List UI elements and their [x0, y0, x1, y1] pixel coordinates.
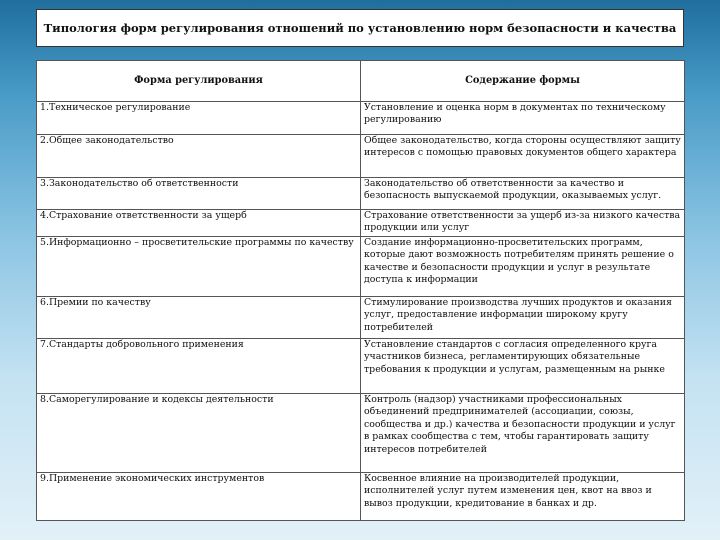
- table-row: [37, 237, 685, 297]
- column-header-content: Содержание формы: [361, 61, 685, 102]
- content-cell: Косвенное влияние на производителей продукции, исполнителей услуг путем изменения цен, квот на ввоз и вывоз продукции, кредитование в банках и др.: [361, 473, 685, 521]
- content-cell: Установление и оценка норм в документах по техническому регулированию: [361, 102, 685, 135]
- form-cell: 7.Стандарты добровольного применения: [37, 339, 361, 394]
- table-row: [37, 339, 685, 394]
- content-cell: Создание информационно-просветительских программ, которые дают возможность потребителям принять решение о качестве и безопасности продукции и услуг в результате доступа к информации: [361, 237, 685, 297]
- content-cell: Стимулирование производства лучших продуктов и оказания услуг, предоставление информации широкому кругу потребителей: [361, 297, 685, 339]
- table-row: [37, 473, 685, 521]
- content-cell: Общее законодательство, когда стороны осуществляют защиту интересов с помощью правовых документов общего характера: [361, 135, 685, 178]
- form-cell: 5.Информационно – просветительские программы по качеству: [37, 237, 361, 297]
- table-header-row: [37, 61, 685, 102]
- content-cell: Законодательство об ответственности за качество и безопасность выпускаемой продукции, оказываемых услуг.: [361, 178, 685, 210]
- content-cell: Контроль (надзор) участниками профессиональных объединений предпринимателей (ассоциации, союзы, сообщества и др.) качества и безопасности продукции и услуг в рамках сообщества с тем, чтобы гарантировать защиту интересов потребителей: [361, 394, 685, 473]
- form-cell: 8.Саморегулирование и кодексы деятельности: [37, 394, 361, 473]
- column-header-form: Форма регулирования: [37, 61, 361, 102]
- table-row: [37, 210, 685, 237]
- form-cell: 4.Страхование ответственности за ущерб: [37, 210, 361, 237]
- form-cell: 1.Техническое регулирование: [37, 102, 361, 135]
- typology-table: [36, 60, 685, 521]
- page-title: Типология форм регулирования отношений по установлению норм безопасности и качества: [36, 9, 684, 47]
- table-row: [37, 297, 685, 339]
- content-cell: Установление стандартов с согласия определенного круга участников бизнеса, регламентирующих обязательные требования к продукции и услугам, размещенным на рынке: [361, 339, 685, 394]
- table-row: [37, 394, 685, 473]
- form-cell: 6.Премии по качеству: [37, 297, 361, 339]
- table-row: [37, 102, 685, 135]
- form-cell: 2.Общее законодательство: [37, 135, 361, 178]
- table-row: [37, 178, 685, 210]
- table-row: [37, 135, 685, 178]
- form-cell: 9.Применение экономических инструментов: [37, 473, 361, 521]
- content-cell: Страхование ответственности за ущерб из-за низкого качества продукции или услуг: [361, 210, 685, 237]
- form-cell: 3.Законодательство об ответственности: [37, 178, 361, 210]
